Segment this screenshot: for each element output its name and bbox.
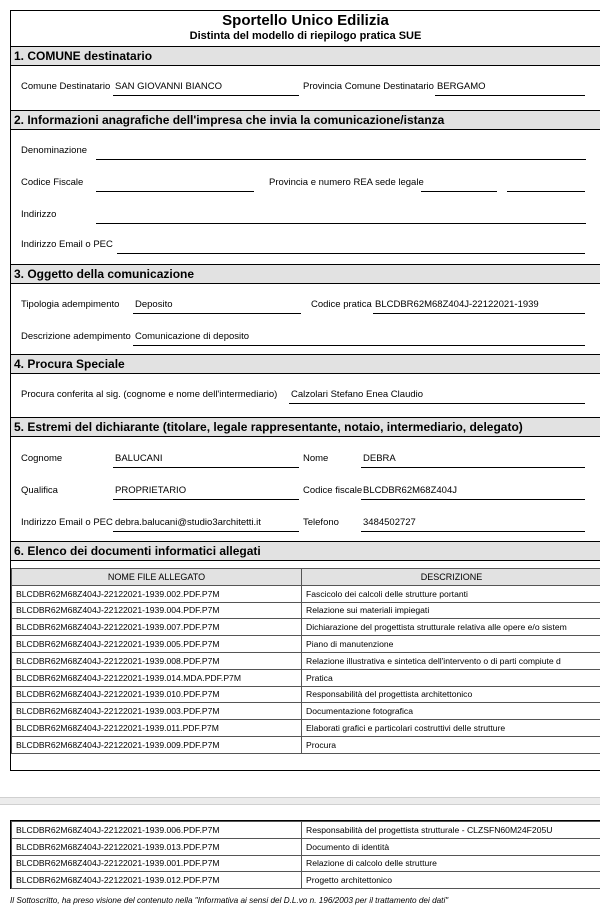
table-row — [12, 838, 600, 855]
indirizzo-line — [96, 223, 586, 224]
table-row — [12, 686, 600, 703]
file-name: BLCDBR62M68Z404J-22122021-1939.003.PDF.P7M — [12, 703, 302, 720]
table-row — [12, 619, 600, 636]
table-row — [12, 822, 600, 839]
table-row — [12, 602, 600, 619]
email-dichiarante-label: Indirizzo Email o PEC — [21, 517, 113, 528]
file-name: BLCDBR62M68Z404J-22122021-1939.004.PDF.P7M — [12, 602, 302, 619]
descrizione-value: Comunicazione di deposito — [135, 331, 250, 342]
file-name: BLCDBR62M68Z404J-22122021-1939.013.PDF.P7M — [12, 838, 302, 855]
codice-fiscale-label: Codice Fiscale — [21, 177, 84, 188]
procura-value: Calzolari Stefano Enea Claudio — [291, 389, 424, 400]
rea-numero-line — [507, 191, 585, 192]
section-4-title: 4. Procura Speciale — [11, 354, 600, 374]
section-5-title: 5. Estremi del dichiarante (titolare, legale rappresentante, notaio, intermediario, delegato) — [11, 417, 600, 437]
codice-pratica-value: BLCDBR62M68Z404J-22122021-1939 — [375, 299, 539, 310]
denominazione-line — [96, 159, 586, 160]
rea-label: Provincia e numero REA sede legale — [269, 177, 424, 188]
file-name: BLCDBR62M68Z404J-22122021-1939.009.PDF.P7M — [12, 736, 302, 753]
table-row — [12, 855, 600, 872]
cf-label: Codice fiscale — [303, 485, 363, 496]
comune-label: Comune Destinatario — [21, 81, 111, 92]
attachments-table-continued — [11, 821, 600, 889]
file-description: Elaborati grafici e particolari costruttivi delle strutture — [302, 720, 600, 737]
table-row — [12, 669, 600, 686]
file-description: Relazione sui materiali impiegati — [302, 602, 600, 619]
table-row — [12, 720, 600, 737]
provincia-value: BERGAMO — [437, 81, 486, 92]
file-description: Relazione di calcolo delle strutture — [302, 855, 600, 872]
table-row — [12, 736, 600, 753]
rea-provincia-line — [421, 191, 497, 192]
codice-pratica-line — [373, 313, 585, 314]
file-description: Responsabilità del progettista strutturale - CLZSFN60M24F205U — [302, 822, 600, 839]
section-2-title: 2. Informazioni anagrafiche dell'impresa che invia la comunicazione/istanza — [11, 110, 600, 130]
file-name: BLCDBR62M68Z404J-22122021-1939.001.PDF.P7M — [12, 855, 302, 872]
telefono-label: Telefono — [303, 517, 339, 528]
file-description: Progetto architettonico — [302, 872, 600, 889]
nome-value: DEBRA — [363, 453, 396, 464]
denominazione-label: Denominazione — [21, 145, 88, 156]
telefono-value: 3484502727 — [363, 517, 416, 528]
email-impresa-line — [117, 253, 585, 254]
provincia-line — [435, 95, 585, 96]
form-header — [11, 11, 600, 47]
file-name: BLCDBR62M68Z404J-22122021-1939.006.PDF.P7M — [12, 822, 302, 839]
email-dichiarante-value: debra.balucani@studio3architetti.it — [115, 517, 261, 528]
table-row — [12, 652, 600, 669]
file-description: Dichiarazione del progettista strutturale relativa alle opere e/o sistem — [302, 619, 600, 636]
file-name: BLCDBR62M68Z404J-22122021-1939.005.PDF.P7M — [12, 636, 302, 653]
table-row — [12, 872, 600, 889]
cf-line — [361, 499, 585, 500]
telefono-line — [361, 531, 585, 532]
file-name: BLCDBR62M68Z404J-22122021-1939.014.MDA.PDF.P7M — [12, 669, 302, 686]
table-row — [12, 703, 600, 720]
nome-label: Nome — [303, 453, 329, 464]
cognome-label: Cognome — [21, 453, 63, 464]
email-dichiarante-line — [113, 531, 299, 532]
file-name: BLCDBR62M68Z404J-22122021-1939.002.PDF.P7M — [12, 585, 302, 602]
tipologia-line — [133, 313, 301, 314]
tipologia-label: Tipologia adempimento — [21, 299, 120, 310]
column-header-description: DESCRIZIONE — [302, 569, 600, 586]
codice-fiscale-line — [96, 191, 254, 192]
file-description: Pratica — [302, 669, 600, 686]
qualifica-label: Qualifica — [21, 485, 58, 496]
tipologia-value: Deposito — [135, 299, 173, 310]
file-description: Documentazione fotografica — [302, 703, 600, 720]
attachments-table — [11, 568, 600, 754]
provincia-label: Provincia Comune Destinatario — [303, 81, 434, 92]
comune-line — [113, 95, 299, 96]
file-name: BLCDBR62M68Z404J-22122021-1939.012.PDF.P7M — [12, 872, 302, 889]
descrizione-line — [133, 345, 585, 346]
section-1-title: 1. COMUNE destinatario — [11, 46, 600, 66]
section-6-title: 6. Elenco dei documenti informatici allegati — [11, 541, 600, 561]
file-description: Fascicolo dei calcoli delle strutture portanti — [302, 585, 600, 602]
file-name: BLCDBR62M68Z404J-22122021-1939.011.PDF.P7M — [12, 720, 302, 737]
nome-line — [361, 467, 585, 468]
file-name: BLCDBR62M68Z404J-22122021-1939.008.PDF.P7M — [12, 652, 302, 669]
cf-value: BLCDBR62M68Z404J — [363, 485, 457, 496]
table-row — [12, 636, 600, 653]
cognome-line — [113, 467, 299, 468]
indirizzo-label: Indirizzo — [21, 209, 57, 220]
section-3-title: 3. Oggetto della comunicazione — [11, 264, 600, 284]
form-page-2 — [10, 820, 600, 889]
file-description: Responsabilità del progettista architettonico — [302, 686, 600, 703]
qualifica-value: PROPRIETARIO — [115, 485, 187, 496]
descrizione-label: Descrizione adempimento — [21, 331, 131, 342]
qualifica-line — [113, 499, 299, 500]
email-impresa-label: Indirizzo Email o PEC — [21, 239, 113, 250]
attachments-header-row — [12, 569, 600, 586]
file-description: Relazione illustrativa e sintetica dell'intervento o di parti compiute d — [302, 652, 600, 669]
privacy-statement: Il Sottoscritto, ha preso visione del contenuto nella "Informativa ai sensi del D.L.vo n. 196/2003 per il trattamento dei dati" — [10, 896, 449, 905]
page-separator — [0, 797, 600, 805]
form-title: Sportello Unico Edilizia — [222, 12, 389, 29]
codice-pratica-label: Codice pratica — [311, 299, 372, 310]
form-subtitle: Distinta del modello di riepilogo pratica SUE — [189, 30, 422, 42]
form-page-1 — [10, 10, 600, 771]
cognome-value: BALUCANI — [115, 453, 163, 464]
procura-line — [289, 403, 585, 404]
file-description: Documento di identità — [302, 838, 600, 855]
table-row — [12, 585, 600, 602]
procura-label: Procura conferita al sig. (cognome e nome dell'intermediario) — [21, 389, 278, 400]
file-name: BLCDBR62M68Z404J-22122021-1939.007.PDF.P7M — [12, 619, 302, 636]
comune-value: SAN GIOVANNI BIANCO — [115, 81, 222, 92]
file-name: BLCDBR62M68Z404J-22122021-1939.010.PDF.P7M — [12, 686, 302, 703]
file-description: Procura — [302, 736, 600, 753]
file-description: Piano di manutenzione — [302, 636, 600, 653]
column-header-file: NOME FILE ALLEGATO — [12, 569, 302, 586]
